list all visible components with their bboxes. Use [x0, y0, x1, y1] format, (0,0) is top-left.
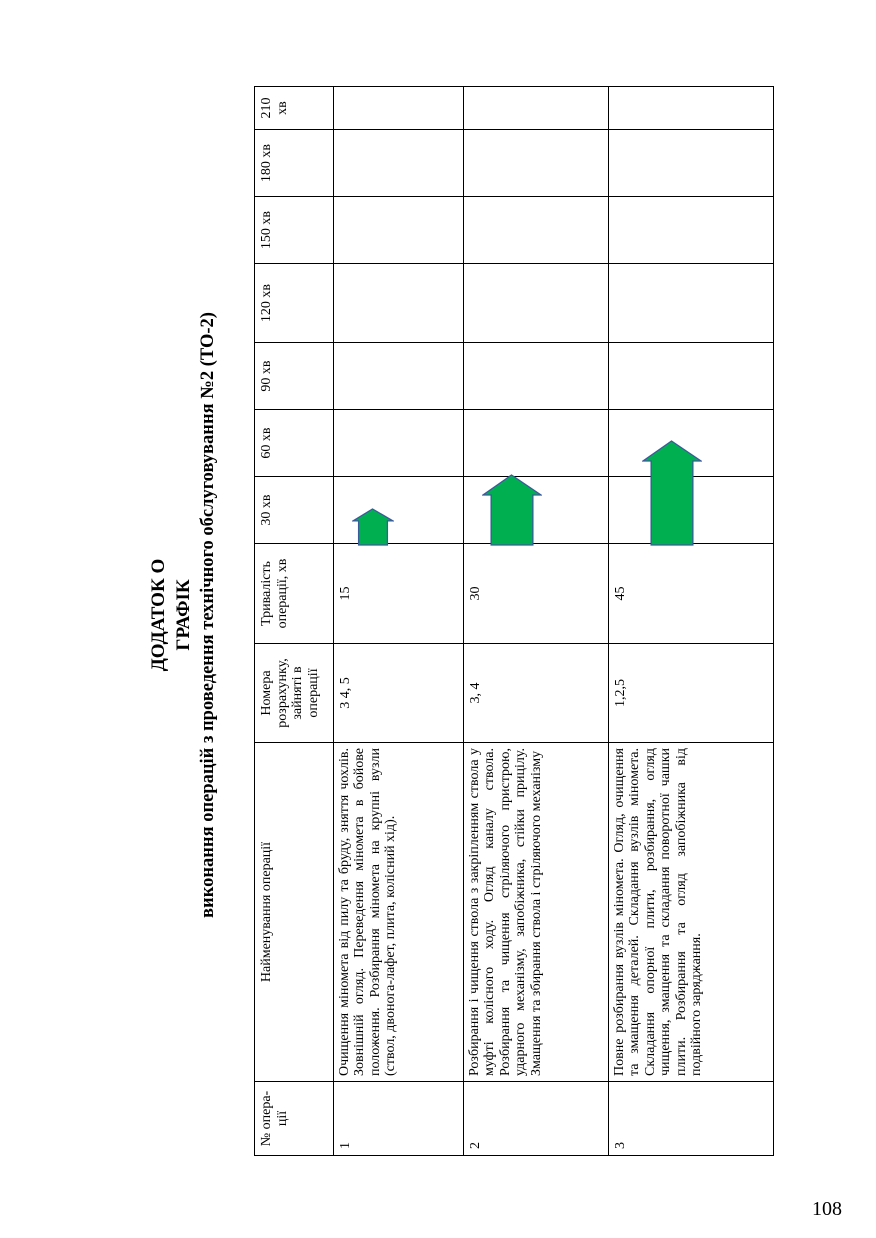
- row-2-slot-180: [463, 129, 609, 197]
- row-1-duration-arrow-icon: [352, 506, 394, 546]
- header-time-90: 90 хв: [254, 342, 334, 410]
- row-1-duration: 15: [333, 543, 464, 644]
- row-1-operation: Очищення мінометa від пилу та бруду, зняття чохлів. Зовнішній огляд. Переведення мінометa в бойове положення. Розбирання мінометa на крупні вузли (ствол, двонога-лафет, плита, колісний хід).: [333, 742, 464, 1082]
- row-3-slot-150: [608, 196, 774, 264]
- row-1-slot-180: [333, 129, 464, 197]
- page-number: 108: [812, 1198, 842, 1220]
- header-time-210: 210 хв: [254, 86, 334, 130]
- header-time-150: 150 хв: [254, 196, 334, 264]
- header-time-180: 180 хв: [254, 129, 334, 197]
- row-2-duration: 30: [463, 543, 609, 644]
- rotated-page-content: [138, 75, 778, 1155]
- row-2-operation: Розбирання і чищення ствола з закріпленням ствола у муфті колісного ходу. Огляд каналу ствола. Розбирання та чищення стріляючого пристрою, ударного механізму, запобіжника, стійки прицілу. Змащення та збирання ствола і стріляючого механізму: [463, 742, 609, 1082]
- row-1-slot-120: [333, 263, 464, 343]
- row-3-duration: 45: [608, 543, 774, 644]
- header-time-30: 30 хв: [254, 476, 334, 544]
- header-operation-number: № опера-ції: [254, 1081, 334, 1156]
- row-3-number: 3: [608, 1081, 774, 1156]
- row-2-slot-60: [463, 409, 609, 477]
- row-3-slot-210: [608, 86, 774, 130]
- row-1-slot-90: [333, 342, 464, 410]
- operations-schedule-table: [255, 85, 775, 1155]
- row-1-crew: 3 4, 5: [333, 643, 464, 743]
- row-3-slot-90: [608, 342, 774, 410]
- header-time-60: 60 хв: [254, 409, 334, 477]
- row-3-operation: Повне розбирання вузлів мінометa. Огляд, очищення та змащення деталей. Складання вузлів мінометa. Складання опорної плити, розбирання, огляд чищення, змащення та складання поворотної чашки плити. Розбирання та огляд запобіжника від подвійного заряджання.: [608, 742, 774, 1082]
- row-1-slot-210: [333, 86, 464, 130]
- row-3-slot-180: [608, 129, 774, 197]
- appendix-heading: ДОДАТОК О: [148, 558, 169, 672]
- row-1-number: 1: [333, 1081, 464, 1156]
- row-3-duration-arrow-icon: [642, 438, 702, 546]
- header-time-120: 120 хв: [254, 263, 334, 343]
- row-2-slot-90: [463, 342, 609, 410]
- header-operation-name: Найменування операції: [254, 742, 334, 1082]
- row-1-slot-150: [333, 196, 464, 264]
- row-2-crew: 3, 4: [463, 643, 609, 743]
- schedule-title: ГРАФІК: [173, 579, 194, 651]
- row-2-slot-120: [463, 263, 609, 343]
- schedule-subtitle: виконання операцій з проведення технічного обслуговування №2 (ТО-2): [198, 312, 218, 918]
- row-2-duration-arrow-icon: [482, 472, 542, 546]
- row-2-slot-150: [463, 196, 609, 264]
- header-duration: Тривалість операції, хв: [254, 543, 334, 644]
- row-3-slot-120: [608, 263, 774, 343]
- row-1-slot-60: [333, 409, 464, 477]
- row-2-number: 2: [463, 1081, 609, 1156]
- row-2-slot-210: [463, 86, 609, 130]
- row-3-crew: 1,2,5: [608, 643, 774, 743]
- header-crew-numbers: Номера розрахунку, зайняті в операції: [254, 643, 334, 743]
